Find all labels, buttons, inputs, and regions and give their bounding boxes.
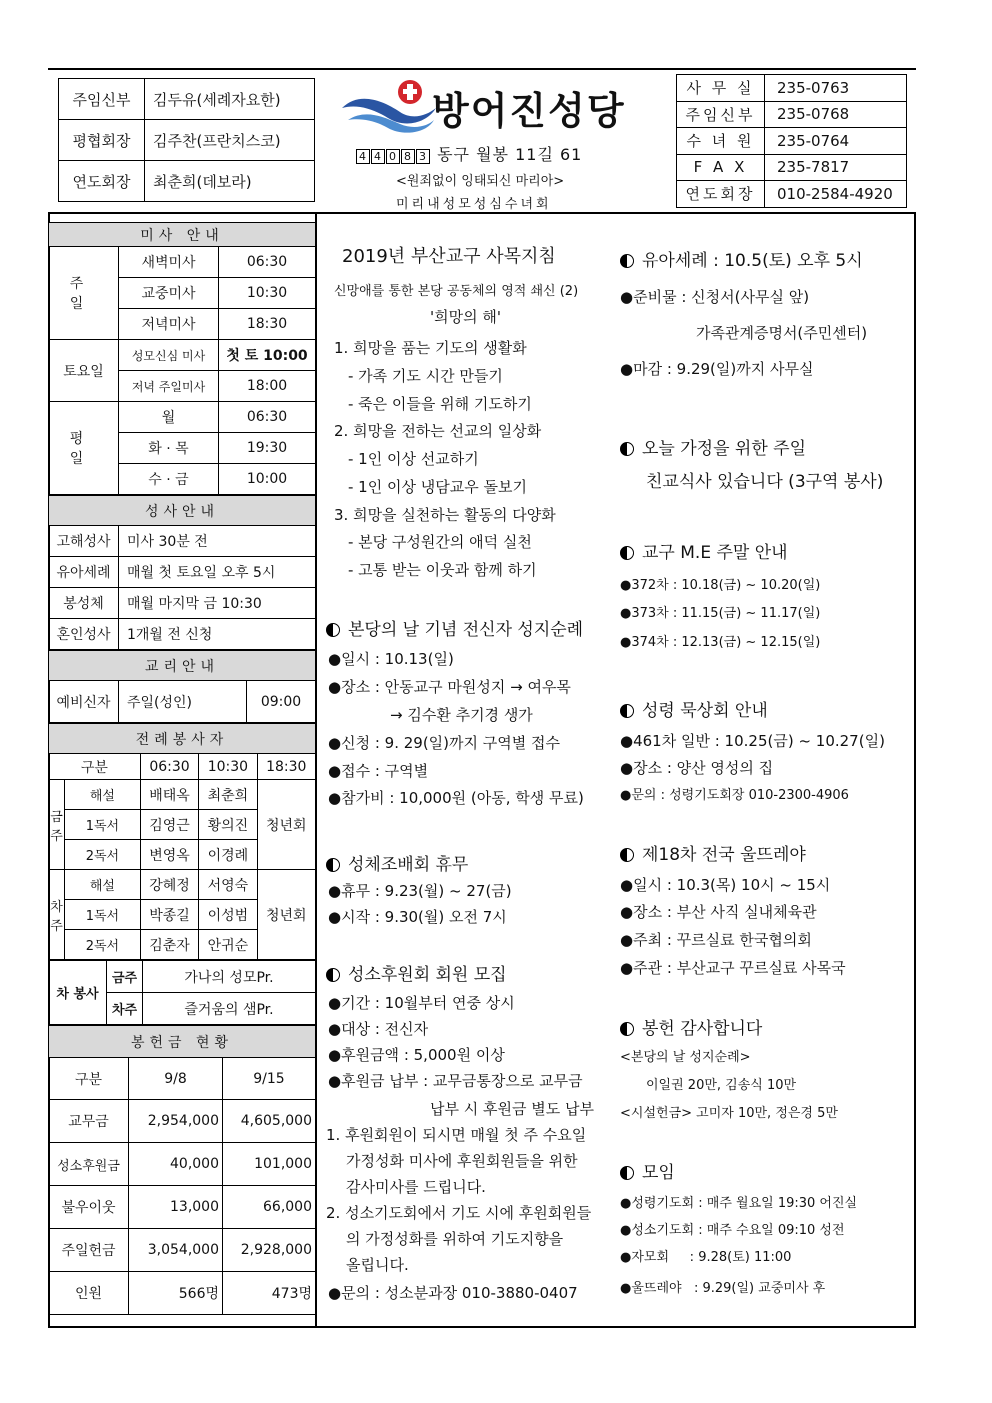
weekday-label: 평 일 [49, 402, 119, 495]
youth-label: 청년회 [257, 780, 315, 870]
pastor-name: 김두유(세례자요한) [145, 79, 315, 120]
half-circle-icon [620, 848, 634, 862]
me-item: ●374차 : 12.13(금) ~ 12.15(일) [620, 635, 821, 650]
guideline-item: 1. 희망을 품는 기도의 생활화 [334, 339, 527, 357]
spirit-item: ●461차 일반 : 10.25(금) ~ 10.27(일) [620, 732, 885, 750]
baptism-title: 유아세례 : 10.5(토) 오후 5시 [642, 251, 863, 271]
offering-title: 봉헌금 현황 [49, 1026, 316, 1058]
meeting-item: ●성소기도회 : 매주 수요일 09:10 성전 [620, 1223, 845, 1238]
meeting-title: 모임 [642, 1163, 675, 1183]
pilgrim-item: ●장소 : 안동교구 마원성지 → 여우목 [328, 678, 571, 696]
server-name: 박종길 [140, 900, 198, 930]
servers-head: 10:30 [199, 754, 257, 780]
meeting-item: ●성령기도회 : 매주 월요일 19:30 어진실 [620, 1196, 858, 1211]
vocation-heading [326, 960, 507, 985]
cursillo-item: ●주관 : 부산교구 꾸르실료 사목국 [620, 959, 846, 977]
half-circle-icon [620, 442, 634, 456]
servers-head: 06:30 [140, 754, 198, 780]
sacrament-info: 1개월 전 신청 [119, 619, 316, 650]
mass-name: 수 · 금 [119, 464, 219, 495]
servers-title: 전례봉사자 [49, 724, 316, 754]
mass-title: 미사 안내 [49, 223, 316, 247]
council-label: 평협회장 [59, 120, 145, 161]
servers-head: 18:30 [257, 754, 315, 780]
offering-value: 2,954,000 [129, 1100, 223, 1143]
header-right-table [676, 74, 907, 208]
server-name: 서영숙 [199, 870, 257, 900]
contact-label: 수 녀 원 [677, 128, 765, 155]
guideline-item: - 1인 이상 냉담교우 돌보기 [348, 478, 527, 496]
mass-time: 19:30 [219, 433, 316, 464]
contact-label: 연도회장 [677, 181, 765, 208]
pilgrim-heading [326, 615, 583, 640]
guideline-item: - 가족 기도 시간 만들기 [348, 367, 503, 385]
meeting-item: ●자모회 : 9.28(토) 11:00 [620, 1250, 792, 1265]
sacrament-name: 유아세례 [49, 557, 119, 588]
mass-name: 교중미사 [119, 278, 219, 309]
contact-value: 235-0763 [765, 75, 907, 102]
server-name: 배태옥 [140, 780, 198, 810]
thanks-title: 봉헌 감사합니다 [642, 1019, 763, 1039]
tea-team: 가나의 성모Pr. [143, 961, 316, 993]
sunday-label: 주 일 [49, 247, 119, 340]
servers-table [48, 723, 316, 960]
half-circle-icon [326, 858, 340, 872]
guideline-item: - 고통 받는 이웃과 함께 하기 [348, 561, 537, 579]
baptism-item: ●준비물 : 신청서(사무실 앞) [620, 288, 810, 306]
adore-title: 성체조배회 휴무 [348, 855, 469, 875]
guideline-sub: 신망애를 통한 본당 공동체의 영적 쇄신 (2) [334, 284, 579, 299]
family-title: 오늘 가정을 위한 주일 [642, 439, 807, 459]
half-circle-icon [620, 1166, 634, 1180]
pilgrim-item: ●신청 : 9. 29(일)까지 구역별 접수 [328, 734, 560, 752]
contact-value: 235-7817 [765, 154, 907, 181]
doctrine-name: 예비신자 [49, 681, 119, 723]
server-name: 최춘희 [199, 780, 257, 810]
vocation-item: 의 가정성화를 위하여 기도지향을 [346, 1230, 564, 1248]
offering-value: 4,605,000 [223, 1100, 316, 1143]
sacrament-info: 매월 첫 토요일 오후 5시 [119, 557, 316, 588]
server-name: 이성범 [199, 900, 257, 930]
week-label: 금주 [107, 961, 143, 993]
half-circle-icon [620, 254, 634, 268]
role: 2독서 [65, 930, 141, 960]
contact-value: 235-0768 [765, 101, 907, 128]
offering-value: 473명 [223, 1272, 316, 1315]
cursillo-item: ●주최 : 꾸르실료 한국협의회 [620, 931, 812, 949]
guideline-item: - 죽은 이들을 위해 기도하기 [348, 395, 532, 413]
contact-value: 235-0764 [765, 128, 907, 155]
offering-value: 101,000 [223, 1143, 316, 1186]
offering-value: 13,000 [129, 1186, 223, 1229]
offering-head: 9/8 [129, 1058, 223, 1100]
spirit-heading [620, 696, 768, 721]
vocation-item: 2. 성소기도회에서 기도 시에 후원회원들 [326, 1204, 592, 1222]
prayer-name: 최춘희(데보라) [145, 161, 315, 202]
sisters: 미리내성모성심수녀회 [396, 197, 552, 212]
guideline-item: 2. 희망을 전하는 선교의 일상화 [334, 422, 542, 440]
baptism-heading [620, 246, 863, 271]
pilgrim-item: → 김수환 추기경 생가 [390, 706, 533, 724]
contact-label: 사 무 실 [677, 75, 765, 102]
zip-digit: 4 [371, 149, 385, 164]
adore-heading [326, 850, 468, 875]
half-circle-icon [620, 546, 634, 560]
pilgrim-item: ●일시 : 10.13(일) [328, 650, 454, 668]
mass-name: 성모신심 미사 [119, 340, 219, 371]
contact-label: F A X [677, 154, 765, 181]
mass-name: 저녁 주일미사 [119, 371, 219, 402]
guideline-year: '희망의 해' [430, 308, 501, 326]
pilgrim-title: 본당의 날 기념 전신자 성지순례 [348, 620, 584, 640]
thanks-item: <시설헌금> 고미자 10만, 정은경 5만 [620, 1106, 838, 1121]
church-address [356, 142, 582, 165]
vocation-item: ●문의 : 성소분과장 010-3880-0407 [328, 1284, 578, 1302]
contact-value: 010-2584-4920 [765, 181, 907, 208]
zip-digit: 4 [356, 149, 370, 164]
doctrine-time: 09:00 [247, 681, 316, 723]
mass-time: 06:30 [219, 402, 316, 433]
left-column [48, 222, 316, 1315]
family-sub: 친교식사 있습니다 (3구역 봉사) [646, 472, 884, 492]
sacrament-info: 미사 30분 전 [119, 526, 316, 557]
vocation-item: 가정성화 미사에 후원회원들을 위한 [346, 1152, 578, 1170]
offering-head: 9/15 [223, 1058, 316, 1100]
me-item: ●372차 : 10.18(금) ~ 10.20(일) [620, 578, 821, 593]
mass-time: 10:00 [219, 464, 316, 495]
server-name: 김영근 [140, 810, 198, 840]
me-title: 교구 M.E 주말 안내 [642, 543, 788, 563]
guideline-item: 3. 희망을 실천하는 활동의 다양화 [334, 506, 556, 524]
offering-label: 인원 [49, 1272, 129, 1315]
tea-label: 차 봉사 [49, 961, 107, 1025]
offering-label: 교무금 [49, 1100, 129, 1143]
church-name: 방어진성당 [432, 89, 626, 133]
role: 1독서 [65, 810, 141, 840]
youth-label: 청년회 [257, 870, 315, 960]
sacrament-name: 고해성사 [49, 526, 119, 557]
address-text: 동구 월봉 11길 61 [437, 145, 583, 164]
mass-name: 새벽미사 [119, 247, 219, 278]
zip-digit: 3 [416, 149, 430, 164]
adore-item: ●시작 : 9.30(월) 오전 7시 [328, 908, 507, 926]
week-label: 금주 [49, 780, 65, 870]
offering-value: 3,054,000 [129, 1229, 223, 1272]
mass-name: 월 [119, 402, 219, 433]
prayer-label: 연도회장 [59, 161, 145, 202]
guideline-item: - 본당 구성원간의 애덕 실천 [348, 533, 532, 551]
server-name: 안귀순 [199, 930, 257, 960]
vocation-item: 올립니다. [346, 1256, 409, 1274]
half-circle-icon [620, 704, 634, 718]
mass-name: 화 · 목 [119, 433, 219, 464]
doctrine-table [48, 650, 316, 723]
me-item: ●373차 : 11.15(금) ~ 11.17(일) [620, 606, 821, 621]
pastor-label: 주임신부 [59, 79, 145, 120]
tea-table [48, 960, 316, 1025]
role: 해설 [65, 870, 141, 900]
mass-time: 10:30 [219, 278, 316, 309]
server-name: 변영옥 [140, 840, 198, 870]
header-left-table [58, 78, 315, 202]
role: 1독서 [65, 900, 141, 930]
zip-digit: 0 [386, 149, 400, 164]
spirit-title: 성령 묵상회 안내 [642, 701, 768, 721]
baptism-item: ●마감 : 9.29(일)까지 사무실 [620, 360, 814, 378]
mass-time: 06:30 [219, 247, 316, 278]
role: 해설 [65, 780, 141, 810]
pilgrim-item: ●접수 : 구역별 [328, 762, 429, 780]
half-circle-icon [620, 1022, 634, 1036]
patron: <원죄없이 잉태되신 마리아> [396, 174, 565, 189]
vocation-item: ●대상 : 전신자 [328, 1020, 429, 1038]
sacrament-name: 봉성체 [49, 588, 119, 619]
spirit-item: ●문의 : 성령기도회장 010-2300-4906 [620, 788, 849, 803]
vocation-item: 1. 후원회원이 되시면 매월 첫 주 수요일 [326, 1126, 587, 1144]
offering-value: 566명 [129, 1272, 223, 1315]
guideline-item: - 1인 이상 선교하기 [348, 450, 479, 468]
offering-label: 성소후원금 [49, 1143, 129, 1186]
mass-name: 저녁미사 [119, 309, 219, 340]
vocation-item: ●후원금 납부 : 교무금통장으로 교무금 [328, 1072, 583, 1090]
week-label: 차주 [49, 870, 65, 960]
zip-digit: 8 [401, 149, 415, 164]
offering-label: 불우이웃 [49, 1186, 129, 1229]
adore-item: ●휴무 : 9.23(월) ~ 27(금) [328, 882, 512, 900]
sacrament-title: 성사안내 [49, 496, 316, 526]
server-name: 이경례 [199, 840, 257, 870]
thanks-heading [620, 1014, 762, 1039]
sacrament-info: 매월 마지막 금 10:30 [119, 588, 316, 619]
top-rule [48, 68, 916, 70]
vocation-item: ●기간 : 10월부터 연중 상시 [328, 994, 515, 1012]
guideline-title: 2019년 부산교구 사목지침 [342, 246, 556, 267]
vocation-title: 성소후원회 회원 모집 [348, 965, 507, 985]
baptism-item: 가족관계증명서(주민센터) [696, 324, 868, 342]
thanks-item: <본당의 날 성지순례> [620, 1050, 751, 1065]
vocation-item: 감사미사를 드립니다. [346, 1178, 486, 1196]
sacrament-name: 혼인성사 [49, 619, 119, 650]
tea-team: 즐거움의 샘Pr. [143, 993, 316, 1025]
offering-head: 구분 [49, 1058, 129, 1100]
offering-label: 주일헌금 [49, 1229, 129, 1272]
vocation-item: 납부 시 후원금 별도 납부 [430, 1100, 594, 1118]
doctrine-day: 주일(성인) [119, 681, 247, 723]
council-name: 김주찬(프란치스코) [145, 120, 315, 161]
cursillo-item: ●장소 : 부산 사직 실내체육관 [620, 903, 817, 921]
vocation-item: ●후원금액 : 5,000원 이상 [328, 1046, 505, 1064]
cursillo-item: ●일시 : 10.3(목) 10시 ~ 15시 [620, 876, 831, 894]
mass-time: 18:30 [219, 309, 316, 340]
mass-time: 18:00 [219, 371, 316, 402]
family-heading [620, 434, 806, 459]
server-name: 강혜정 [140, 870, 198, 900]
meeting-item: ●울뜨레야 : 9.29(일) 교중미사 후 [620, 1281, 826, 1296]
offering-value: 66,000 [223, 1186, 316, 1229]
offering-value: 40,000 [129, 1143, 223, 1186]
server-name: 김춘자 [140, 930, 198, 960]
thanks-item: 이일권 20만, 김송식 10만 [646, 1078, 797, 1093]
role: 2독서 [65, 840, 141, 870]
mass-table [48, 222, 316, 495]
spirit-item: ●장소 : 양산 영성의 집 [620, 759, 774, 777]
half-circle-icon [326, 968, 340, 982]
cursillo-title: 제18차 전국 울뜨레야 [642, 845, 806, 865]
half-circle-icon [326, 623, 340, 637]
mass-time: 첫 토 10:00 [219, 340, 316, 371]
cursillo-heading [620, 840, 806, 865]
saturday-label: 토요일 [49, 340, 119, 402]
server-name: 황의진 [199, 810, 257, 840]
pilgrim-item: ●참가비 : 10,000원 (아동, 학생 무료) [328, 789, 584, 807]
offering-table [48, 1025, 316, 1315]
offering-value: 2,928,000 [223, 1229, 316, 1272]
sacrament-table [48, 495, 316, 650]
servers-head: 구분 [49, 754, 141, 780]
week-label: 차주 [107, 993, 143, 1025]
doctrine-title: 교리안내 [49, 651, 316, 681]
meeting-heading [620, 1158, 675, 1183]
me-heading [620, 538, 788, 563]
contact-label: 주임신부 [677, 101, 765, 128]
